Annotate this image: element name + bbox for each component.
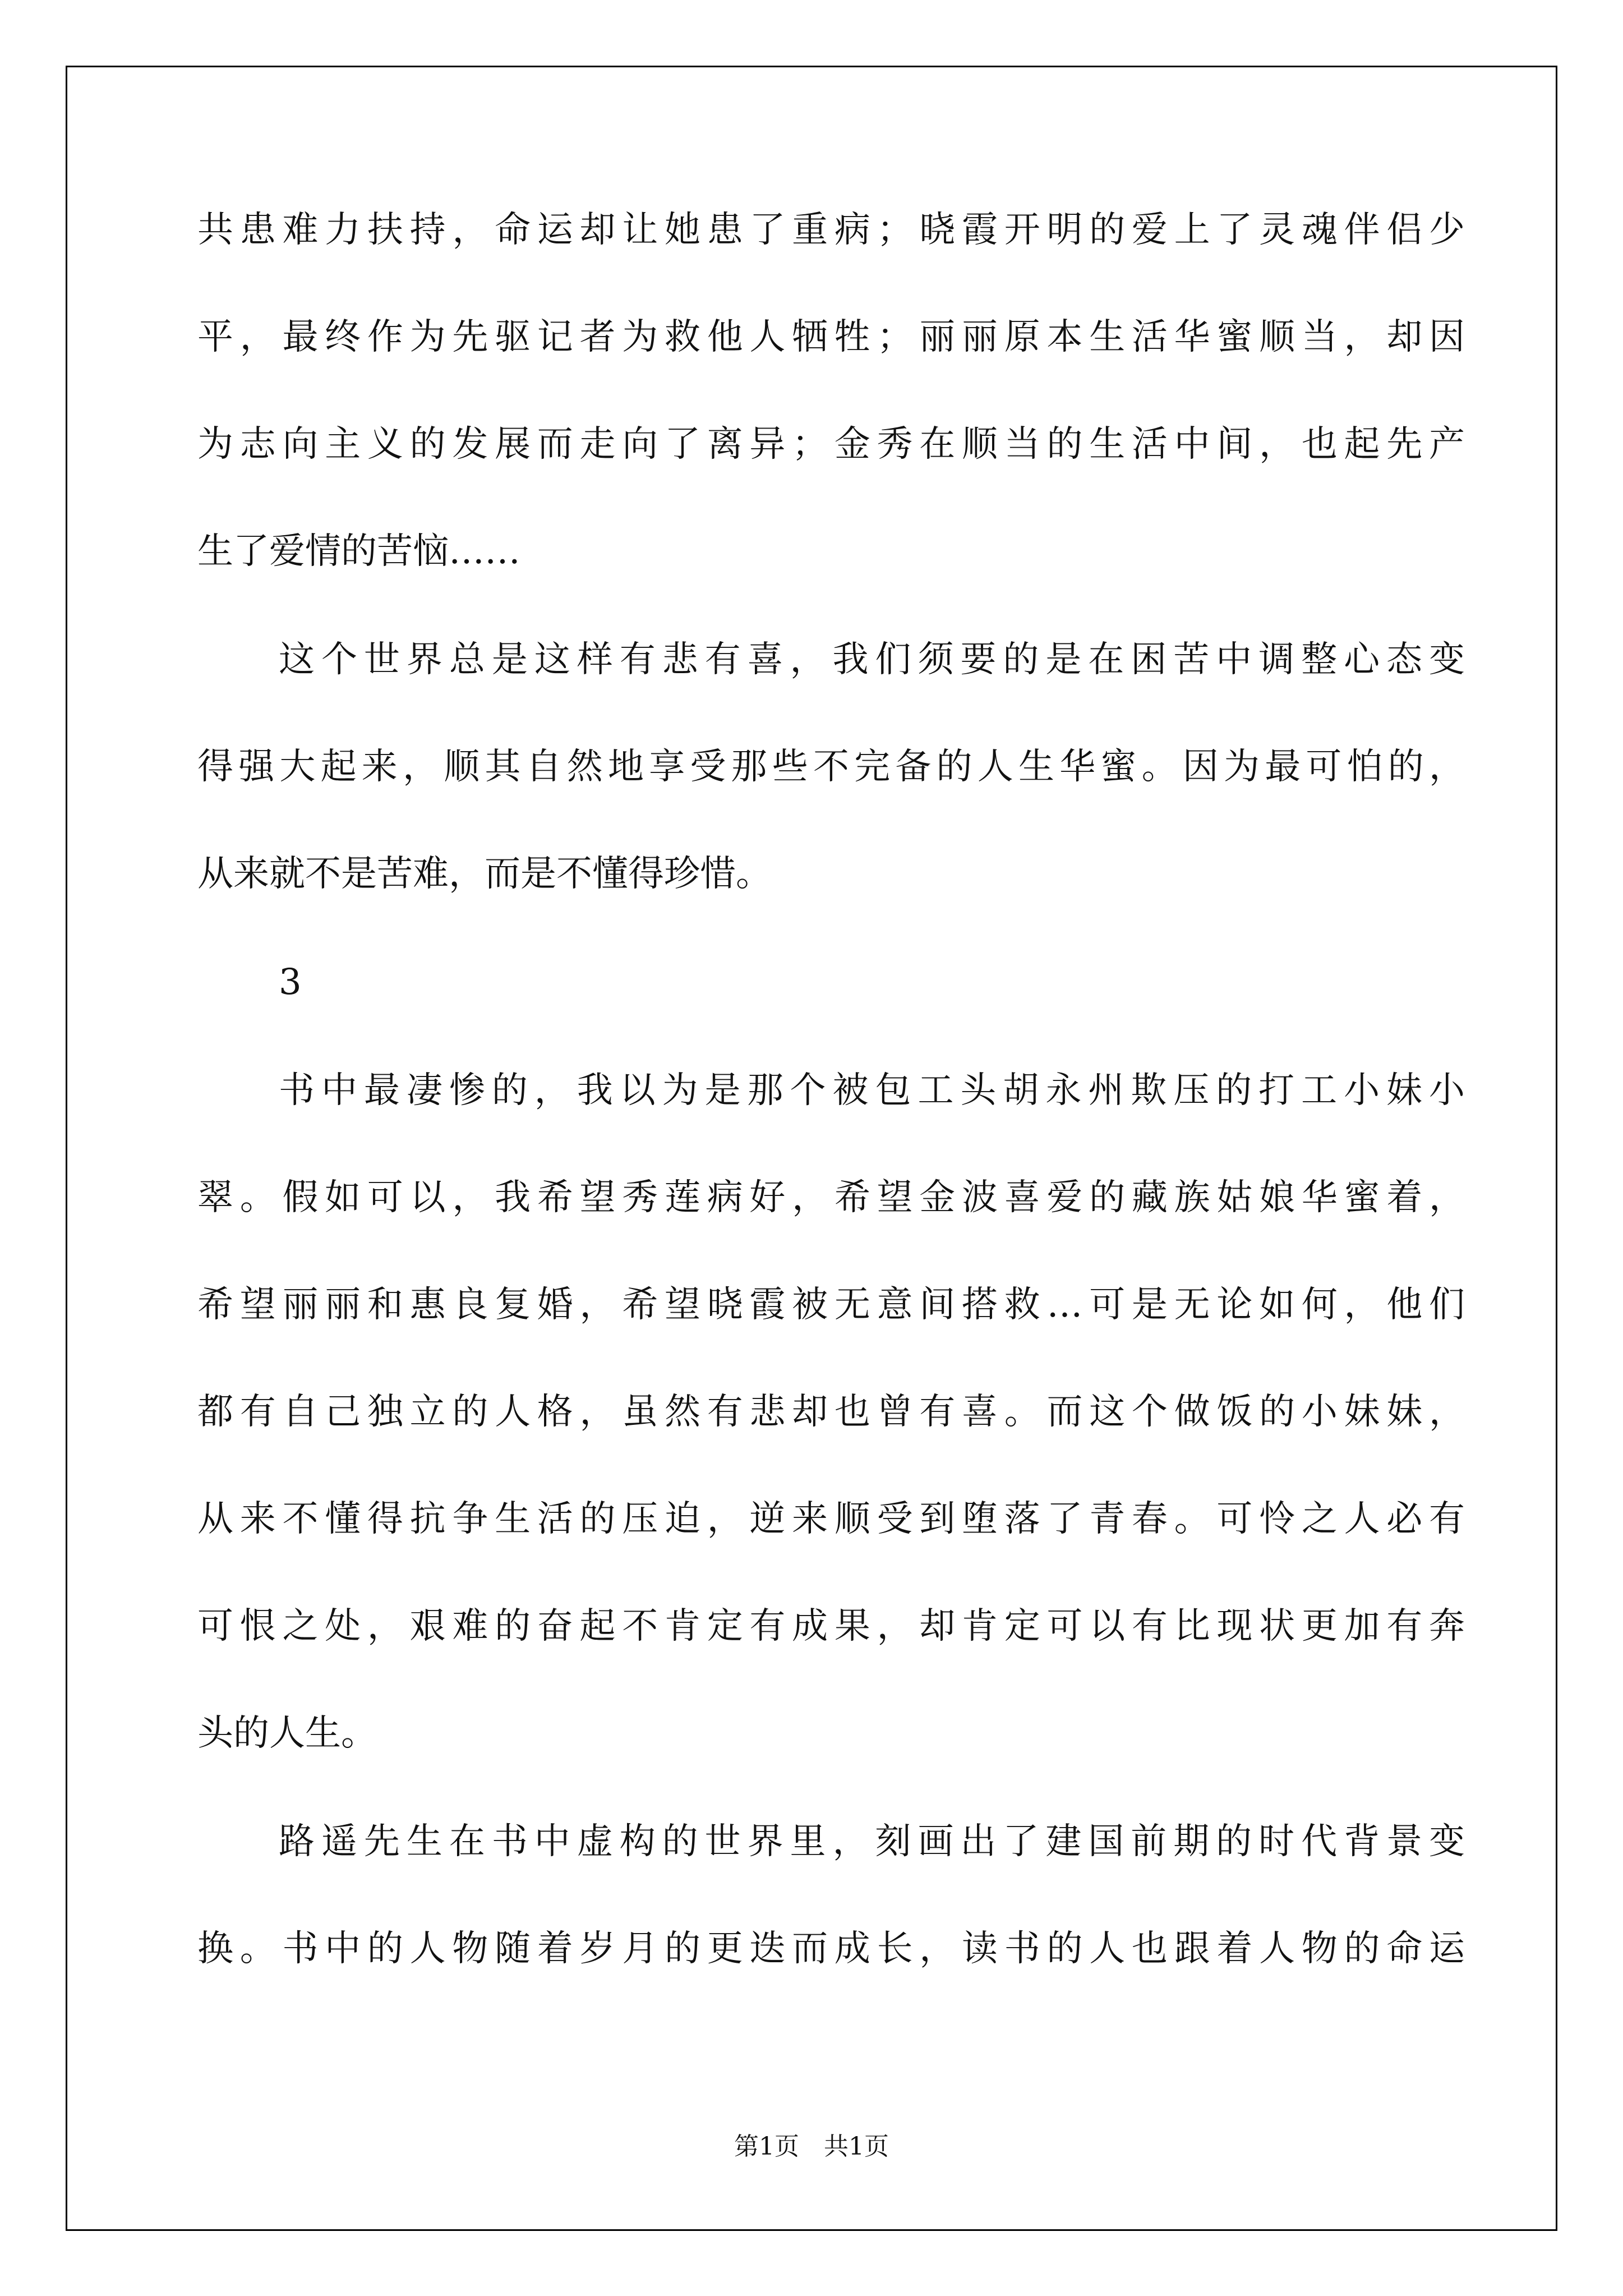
text-line: 可恨之处，艰难的奋起不肯定有成果，却肯定可以有比现状更加有奔 [197,1605,1465,1647]
section-number: 3 [279,961,302,1003]
text-line: 从来不懂得抗争生活的压迫，逆来顺受到堕落了青春。可怜之人必有 [197,1498,1465,1540]
page-footer: 第1页 共1页 [734,2132,889,2161]
page-border [66,66,1557,2231]
text-line: 平，最终作为先驱记者为救他人牺牲；丽丽原本生活华蜜顺当，却因 [197,316,1465,358]
text-line: 从来就不是苦难，而是不懂得珍惜。 [197,853,772,895]
text-line: 翠。假如可以，我希望秀莲病好，希望金波喜爱的藏族姑娘华蜜着， [197,1177,1465,1218]
text-line: 希望丽丽和惠良复婚，希望晓霞被无意间搭救…可是无论如何，他们 [197,1284,1465,1326]
text-line: 生了爱情的苦恼…… [197,531,520,572]
text-line: 路遥先生在书中虚构的世界里，刻画出了建国前期的时代背景变 [279,1821,1465,1862]
text-line: 书中最凄惨的，我以为是那个被包工头胡永州欺压的打工小妹小 [279,1070,1465,1111]
text-line: 头的人生。 [197,1713,377,1754]
text-line: 这个世界总是这样有悲有喜，我们须要的是在困苦中调整心态变 [279,639,1465,680]
text-line: 都有自己独立的人格，虽然有悲却也曾有喜。而这个做饭的小妹妹， [197,1391,1465,1433]
text-line: 共患难力扶持，命运却让她患了重病；晓霞开明的爱上了灵魂伴侣少 [197,209,1465,251]
text-line: 换。书中的人物随着岁月的更迭而成长，读书的人也跟着人物的命运 [197,1928,1465,1970]
text-line: 得强大起来，顺其自然地享受那些不完备的人生华蜜。因为最可怕的， [197,746,1465,788]
text-line: 为志向主义的发展而走向了离异；金秀在顺当的生活中间，也起先产 [197,424,1465,465]
